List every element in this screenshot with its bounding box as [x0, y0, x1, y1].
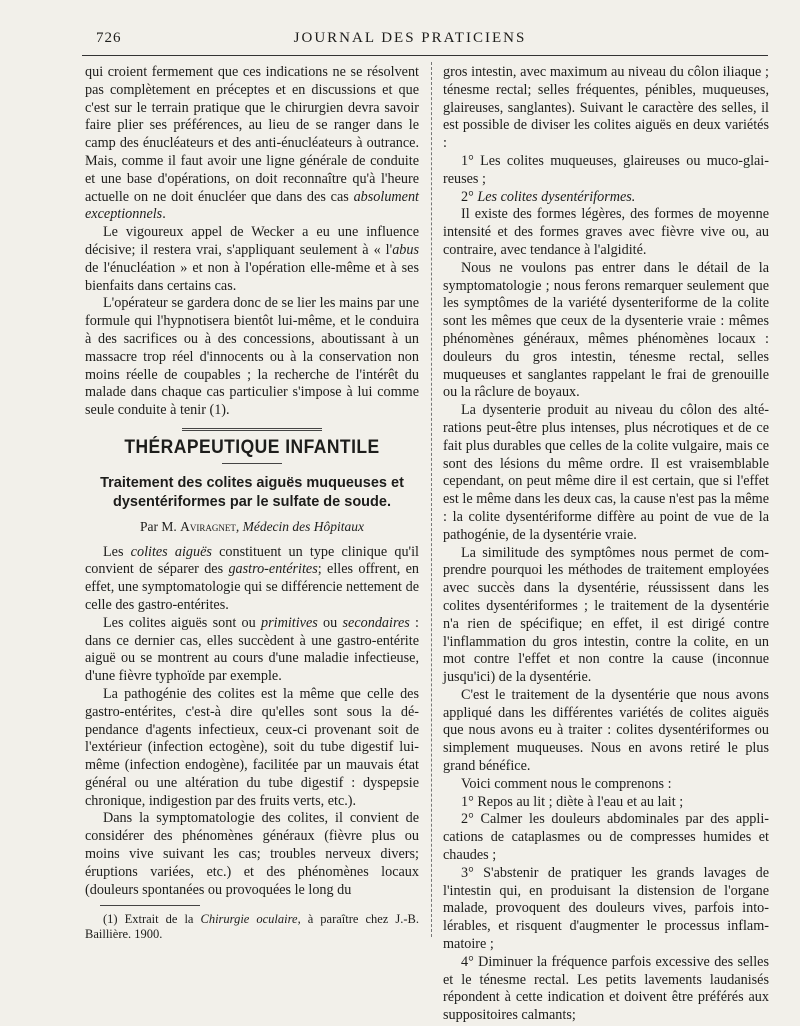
- right-column: [443, 64, 769, 1025]
- journal-title: JOURNAL DES PRATICIENS: [293, 30, 527, 46]
- paragraph: Dans la symptomatologie des colites, il convient de considérer des phénomènes généraux (fièvre plus ou moins vive suivant les cas; troubles nerveux divers; éruptions variées, etc.) et des phénomènes locaux (douleurs spontanées ou provoquées le long du: [85, 810, 419, 898]
- section-title: THÉRAPEUTIQUE INFANTILE: [124, 436, 380, 458]
- paragraph: La pathogénie des colites est la même que celle des gastro-entérites, c'est-à dire qu'elles sont sous la dépendance d'agents infectieux, ceux-ci provenant soit de l'extérieur (infection ectogène), soit du tube digestif lui-même (infection endogène), facilitée par un mauvais état général ou une altération du tube digestif : dyspepsie chronique, indigestion par des fruits verts, etc.).: [85, 685, 419, 809]
- list-item: 3° S'abstenir de pratiquer les grands lavages de l'intestin qui, en produisant la distension de l'organe malade, provoquent des douleurs vives, parfois intolérables, et risquent d'augmenter le processus inflammatoire ;: [443, 864, 769, 953]
- paragraph: Voici comment nous le comprenons :: [461, 775, 672, 792]
- paragraph: L'opérateur se gardera donc de se lier les mains par une formule qui l'hypnotisera bientôt lui-même, et le conduira à des sacrifices ou à des concessions, aboutissant à un massacre trop réel d'innocents ou à la conservation non moins réelle de coupables ; la recherche de l'intérêt du malade dans chaque cas particulier s'impose à lui comme seule conduite à tenir (1).: [85, 295, 419, 419]
- header-rule: [82, 55, 768, 56]
- paragraph: Il existe des formes légères, des formes de moyenne intensité et des formes graves avec fièvre vive ou, au contraire, avec tendance à l'algidité.: [443, 206, 769, 258]
- paragraph: qui croient fermement que ces indications ne se résolvent pas complètement en préceptes et en discussions et que c'est sur le terrain pratique que le chirurgien devra savoir faire plier ses préférences, au lieu de se ranger dans le camp des énucléateurs et des anti-énucléateurs à outrance. Mais, comme il faut avoir une ligne générale de conduite et une base d'opérations, on doit reconnaître qu'à l'heure actuelle on ne doit énucléer que dans des cas absolument exceptionnels.: [85, 64, 419, 223]
- byline: Par M. Aviragnet, Médecin des Hôpitaux: [139, 518, 365, 534]
- footnote: (1) Extrait de la Chirurgie oculaire, à paraître chez J.-B. Baillière. 1900.: [85, 912, 419, 941]
- list-item: 2° Les colites dysentériformes.: [461, 188, 636, 205]
- paragraph: La similitude des symptômes nous permet de comprendre pourquoi les méthodes de traitement employées avec succès dans la dysentérie, réussissent dans les colites dysentériformes ; le traitement de la dysentérie n'a rien de spécifique; en effet, il est dirigé contre l'inflammation du gros intestin, contre la colite, en un mot contre l'effet et non contre la cause (inconnue jusqu'ici) de la dysentérie.: [443, 544, 769, 686]
- left-column: [85, 64, 419, 899]
- paragraph: La dysenterie produit au niveau du côlon des altérations peut-être plus intenses, plus nécrotiques et de ce fait plus durables que celles de la colite vulgaire, mais ce sont des lésions du même ordre. Il est vraisemblable cependant, on peut même dire il est certain, que si l'effet est le même dans les deux cas, la cause n'est pas la même : la colite dysentériforme diffère au point de vue de la pathogénie, de la dysentérie vraie.: [443, 402, 769, 543]
- paragraph: Les colites aiguës constituent un type clinique qu'il convient de séparer des gastro-entérites; elles offrent, en effet, une symptomatologie qui se différencie nettement de celle des gastro-entérites.: [85, 543, 419, 613]
- list-item: 1° Repos au lit ; diète à l'eau et au lait ;: [461, 793, 684, 810]
- paragraph: Le vigoureux appel de Wecker a eu une influence décisive; il restera vrai, s'appliquant seulement à « l'abus de l'énucléation » et non à l'opération elle-même et à ses bienfaits dans certains cas.: [85, 224, 419, 294]
- title-underline: [222, 463, 282, 464]
- column-divider: [431, 62, 432, 937]
- list-item: 4° Diminuer la fréquence parfois excessive des selles et le ténesme rectal. Les petits lavements laudanisés répondent à cette indication et doivent être préférés aux suppositoires calmants;: [443, 953, 769, 1024]
- running-header: [60, 30, 760, 54]
- page-number: 726: [96, 30, 122, 46]
- article-title: Traitement des colites aiguës muqueuses et dysentériformes par le sulfate de soude.: [100, 474, 404, 510]
- list-item: 2° Calmer les douleurs abdominales par des applications de cataplasmes ou de compresses humides et chaudes ;: [443, 811, 769, 864]
- list-item: 1° Les colites muqueuses, glaireuses ou muco-glaireuses ;: [443, 152, 769, 187]
- paragraph: C'est le traitement de la dysentérie que nous avons appliqué dans les différentes variétés de colites aiguës que nous avons eu à traiter : colites dysentériformes ou simplement muqueuses. Nous en avons retiré le plus grand bénéfice.: [443, 686, 769, 775]
- paragraph: Les colites aiguës sont ou primitives ou secondaires : dans ce dernier cas, elles succèdent à une gastro-entérite aiguë ou se montrent au cours d'une maladie infectieuse, d'une fièvre typhoïde par exemple.: [85, 614, 419, 685]
- section-separator: [182, 428, 322, 431]
- paragraph: Nous ne voulons pas entrer dans le détail de la symptomatologie ; nous ferons remarquer seulement que les symptômes de la variété dysenteriforme de la colite sont les mêmes que ceux de la dysenterie vraie : mêmes phénomènes généraux, mêmes phénomènes locaux : douleurs du gros intestin, ténesme rectal, selles muqueuses et sanglantes rappelant le frai de grenouille ou la râclure de boyaux.: [443, 259, 769, 401]
- footnote-rule: [100, 905, 200, 906]
- paragraph: gros intestin, avec maximum au niveau du côlon iliaque ; ténesme rectal; selles fréquentes, pénibles, muqueuses, glaireuses, sanglantes). Suivant le caractère des selles, il est possible de diviser les colites aiguës en deux variétés :: [443, 64, 769, 152]
